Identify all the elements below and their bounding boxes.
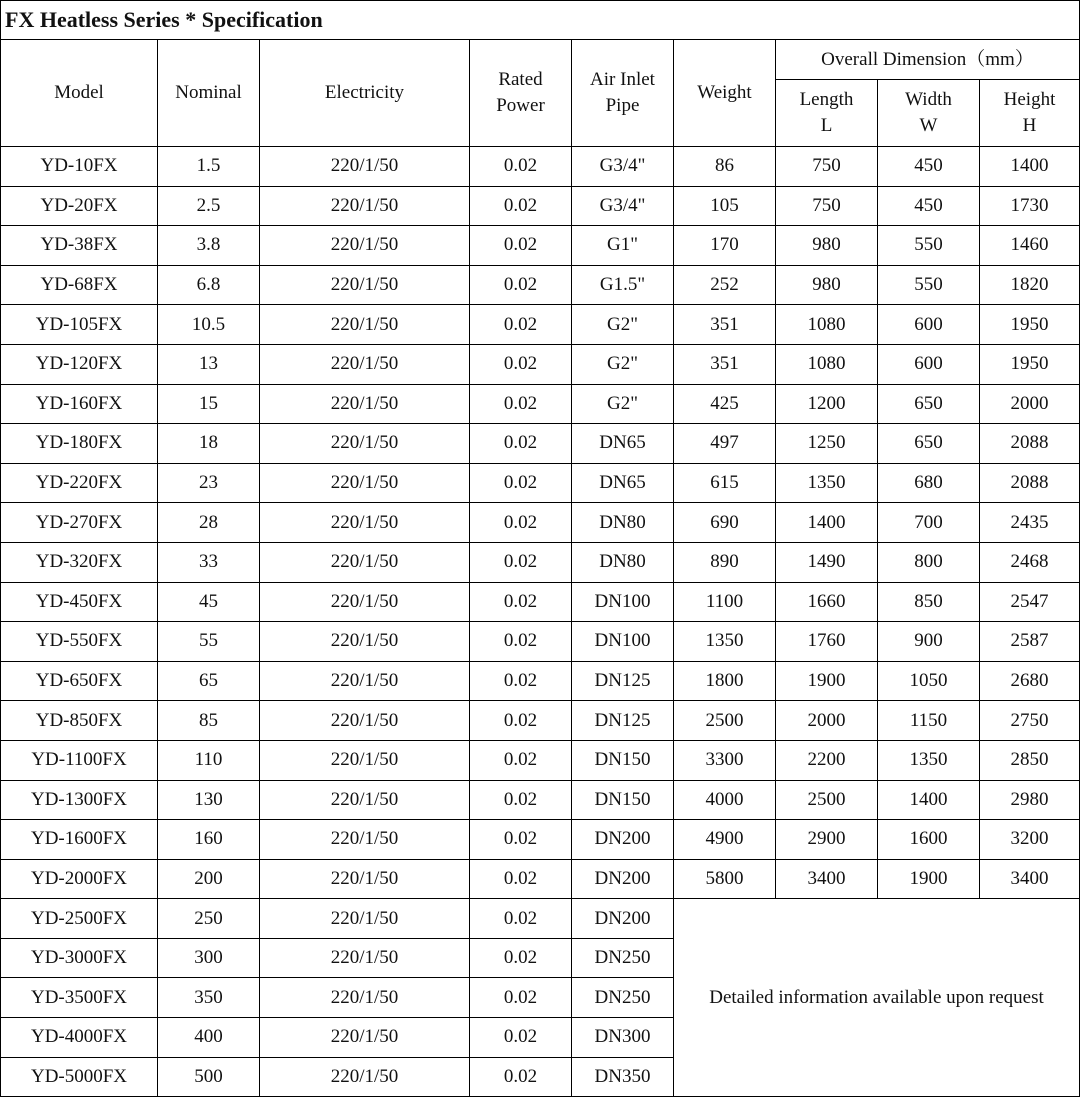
table-body (1, 147, 1080, 1097)
cell-power: 0.02 (470, 463, 572, 503)
cell-width: 680 (878, 463, 980, 503)
cell-height: 2435 (980, 503, 1080, 543)
cell-weight: 351 (674, 344, 776, 384)
cell-model: YD-1300FX (1, 780, 158, 820)
table-row (1, 661, 1080, 701)
cell-model: YD-3000FX (1, 938, 158, 978)
header-width: Width W (878, 80, 980, 147)
cell-length: 1900 (776, 661, 878, 701)
cell-model: YD-5000FX (1, 1057, 158, 1097)
cell-model: YD-850FX (1, 701, 158, 741)
cell-width: 600 (878, 305, 980, 345)
cell-weight: 4000 (674, 780, 776, 820)
cell-nominal: 18 (158, 424, 260, 464)
cell-height: 2000 (980, 384, 1080, 424)
cell-model: YD-1600FX (1, 820, 158, 860)
cell-electricity: 220/1/50 (260, 265, 470, 305)
cell-weight: 1100 (674, 582, 776, 622)
cell-pipe: G2" (572, 305, 674, 345)
cell-pipe: DN125 (572, 701, 674, 741)
cell-width: 1150 (878, 701, 980, 741)
cell-model: YD-10FX (1, 147, 158, 187)
header-nominal: Nominal (158, 40, 260, 147)
cell-width: 1600 (878, 820, 980, 860)
table-row (1, 305, 1080, 345)
cell-nominal: 2.5 (158, 186, 260, 226)
cell-height: 1950 (980, 344, 1080, 384)
cell-pipe: DN65 (572, 424, 674, 464)
cell-width: 850 (878, 582, 980, 622)
cell-pipe: DN80 (572, 503, 674, 543)
cell-power: 0.02 (470, 740, 572, 780)
cell-power: 0.02 (470, 542, 572, 582)
cell-length: 2000 (776, 701, 878, 741)
header-electricity: Electricity (260, 40, 470, 147)
table-row (1, 463, 1080, 503)
cell-weight: 105 (674, 186, 776, 226)
table-row (1, 899, 1080, 939)
cell-nominal: 10.5 (158, 305, 260, 345)
cell-pipe: DN250 (572, 978, 674, 1018)
cell-power: 0.02 (470, 147, 572, 187)
cell-height: 2587 (980, 622, 1080, 662)
cell-weight: 2500 (674, 701, 776, 741)
cell-length: 1080 (776, 344, 878, 384)
cell-pipe: DN250 (572, 938, 674, 978)
cell-electricity: 220/1/50 (260, 740, 470, 780)
cell-height: 2750 (980, 701, 1080, 741)
header-weight: Weight (674, 40, 776, 147)
cell-height: 1730 (980, 186, 1080, 226)
cell-model: YD-105FX (1, 305, 158, 345)
cell-weight: 170 (674, 226, 776, 266)
cell-power: 0.02 (470, 1018, 572, 1058)
cell-model: YD-68FX (1, 265, 158, 305)
cell-electricity: 220/1/50 (260, 820, 470, 860)
cell-width: 1350 (878, 740, 980, 780)
cell-width: 800 (878, 542, 980, 582)
cell-power: 0.02 (470, 1057, 572, 1097)
cell-weight: 615 (674, 463, 776, 503)
cell-width: 900 (878, 622, 980, 662)
cell-weight: 252 (674, 265, 776, 305)
table-row (1, 186, 1080, 226)
cell-nominal: 65 (158, 661, 260, 701)
cell-power: 0.02 (470, 265, 572, 305)
cell-model: YD-38FX (1, 226, 158, 266)
cell-electricity: 220/1/50 (260, 424, 470, 464)
cell-power: 0.02 (470, 938, 572, 978)
cell-power: 0.02 (470, 424, 572, 464)
cell-model: YD-550FX (1, 622, 158, 662)
cell-electricity: 220/1/50 (260, 780, 470, 820)
table-row (1, 622, 1080, 662)
cell-nominal: 110 (158, 740, 260, 780)
cell-pipe: DN200 (572, 899, 674, 939)
cell-length: 2900 (776, 820, 878, 860)
cell-electricity: 220/1/50 (260, 1057, 470, 1097)
cell-power: 0.02 (470, 305, 572, 345)
table-row (1, 542, 1080, 582)
cell-pipe: DN200 (572, 859, 674, 899)
cell-electricity: 220/1/50 (260, 344, 470, 384)
cell-electricity: 220/1/50 (260, 384, 470, 424)
cell-length: 980 (776, 226, 878, 266)
cell-electricity: 220/1/50 (260, 938, 470, 978)
request-note: Detailed information available upon request (674, 899, 1080, 1097)
cell-nominal: 250 (158, 899, 260, 939)
cell-length: 1200 (776, 384, 878, 424)
table-row (1, 226, 1080, 266)
cell-pipe: G1.5" (572, 265, 674, 305)
cell-power: 0.02 (470, 384, 572, 424)
cell-weight: 4900 (674, 820, 776, 860)
cell-model: YD-180FX (1, 424, 158, 464)
cell-length: 1250 (776, 424, 878, 464)
cell-length: 2500 (776, 780, 878, 820)
cell-electricity: 220/1/50 (260, 899, 470, 939)
cell-pipe: DN65 (572, 463, 674, 503)
cell-length: 1490 (776, 542, 878, 582)
cell-weight: 5800 (674, 859, 776, 899)
cell-power: 0.02 (470, 820, 572, 860)
cell-height: 1400 (980, 147, 1080, 187)
cell-model: YD-650FX (1, 661, 158, 701)
cell-width: 450 (878, 186, 980, 226)
cell-nominal: 160 (158, 820, 260, 860)
cell-height: 1820 (980, 265, 1080, 305)
cell-width: 700 (878, 503, 980, 543)
cell-power: 0.02 (470, 344, 572, 384)
cell-nominal: 130 (158, 780, 260, 820)
cell-electricity: 220/1/50 (260, 147, 470, 187)
cell-nominal: 13 (158, 344, 260, 384)
cell-model: YD-2500FX (1, 899, 158, 939)
cell-weight: 1350 (674, 622, 776, 662)
cell-pipe: DN80 (572, 542, 674, 582)
table-row (1, 147, 1080, 187)
cell-electricity: 220/1/50 (260, 226, 470, 266)
cell-model: YD-2000FX (1, 859, 158, 899)
cell-power: 0.02 (470, 661, 572, 701)
cell-weight: 890 (674, 542, 776, 582)
cell-pipe: G1" (572, 226, 674, 266)
header-length: Length L (776, 80, 878, 147)
table-row (1, 265, 1080, 305)
cell-weight: 1800 (674, 661, 776, 701)
cell-nominal: 1.5 (158, 147, 260, 187)
cell-model: YD-20FX (1, 186, 158, 226)
cell-width: 650 (878, 424, 980, 464)
cell-height: 1460 (980, 226, 1080, 266)
cell-width: 1900 (878, 859, 980, 899)
table-row (1, 503, 1080, 543)
cell-height: 3200 (980, 820, 1080, 860)
cell-nominal: 85 (158, 701, 260, 741)
cell-model: YD-4000FX (1, 1018, 158, 1058)
cell-pipe: G2" (572, 384, 674, 424)
header-model: Model (1, 40, 158, 147)
cell-nominal: 45 (158, 582, 260, 622)
cell-length: 750 (776, 186, 878, 226)
cell-nominal: 200 (158, 859, 260, 899)
cell-length: 1760 (776, 622, 878, 662)
cell-length: 1400 (776, 503, 878, 543)
cell-model: YD-120FX (1, 344, 158, 384)
cell-nominal: 6.8 (158, 265, 260, 305)
cell-nominal: 28 (158, 503, 260, 543)
cell-height: 2468 (980, 542, 1080, 582)
cell-electricity: 220/1/50 (260, 622, 470, 662)
cell-electricity: 220/1/50 (260, 859, 470, 899)
cell-model: YD-450FX (1, 582, 158, 622)
cell-pipe: G3/4" (572, 147, 674, 187)
cell-width: 550 (878, 226, 980, 266)
cell-length: 3400 (776, 859, 878, 899)
cell-length: 1660 (776, 582, 878, 622)
cell-pipe: G2" (572, 344, 674, 384)
cell-nominal: 55 (158, 622, 260, 662)
cell-weight: 3300 (674, 740, 776, 780)
cell-electricity: 220/1/50 (260, 186, 470, 226)
cell-power: 0.02 (470, 780, 572, 820)
cell-weight: 425 (674, 384, 776, 424)
cell-nominal: 500 (158, 1057, 260, 1097)
cell-model: YD-320FX (1, 542, 158, 582)
cell-nominal: 3.8 (158, 226, 260, 266)
cell-length: 1080 (776, 305, 878, 345)
cell-width: 1400 (878, 780, 980, 820)
cell-nominal: 400 (158, 1018, 260, 1058)
cell-height: 2680 (980, 661, 1080, 701)
cell-model: YD-270FX (1, 503, 158, 543)
cell-width: 650 (878, 384, 980, 424)
cell-power: 0.02 (470, 701, 572, 741)
cell-width: 600 (878, 344, 980, 384)
cell-power: 0.02 (470, 899, 572, 939)
table-row (1, 384, 1080, 424)
cell-power: 0.02 (470, 503, 572, 543)
cell-model: YD-160FX (1, 384, 158, 424)
table-row (1, 740, 1080, 780)
cell-pipe: DN300 (572, 1018, 674, 1058)
table-row (1, 424, 1080, 464)
header-air-inlet-pipe: Air Inlet Pipe (572, 40, 674, 147)
cell-width: 550 (878, 265, 980, 305)
table-row (1, 820, 1080, 860)
cell-pipe: DN200 (572, 820, 674, 860)
table-row (1, 701, 1080, 741)
cell-power: 0.02 (470, 859, 572, 899)
cell-model: YD-1100FX (1, 740, 158, 780)
cell-pipe: DN100 (572, 582, 674, 622)
cell-power: 0.02 (470, 226, 572, 266)
table-row (1, 582, 1080, 622)
table-row (1, 780, 1080, 820)
cell-electricity: 220/1/50 (260, 542, 470, 582)
cell-length: 750 (776, 147, 878, 187)
cell-nominal: 350 (158, 978, 260, 1018)
cell-height: 2850 (980, 740, 1080, 780)
cell-electricity: 220/1/50 (260, 1018, 470, 1058)
cell-length: 2200 (776, 740, 878, 780)
cell-electricity: 220/1/50 (260, 582, 470, 622)
cell-pipe: DN350 (572, 1057, 674, 1097)
cell-model: YD-3500FX (1, 978, 158, 1018)
cell-pipe: DN100 (572, 622, 674, 662)
cell-height: 2547 (980, 582, 1080, 622)
cell-nominal: 23 (158, 463, 260, 503)
cell-length: 980 (776, 265, 878, 305)
cell-nominal: 33 (158, 542, 260, 582)
table-row (1, 859, 1080, 899)
cell-width: 450 (878, 147, 980, 187)
header-overall-dimension: Overall Dimension（mm） (776, 40, 1080, 80)
cell-weight: 690 (674, 503, 776, 543)
table-row (1, 344, 1080, 384)
cell-height: 2088 (980, 424, 1080, 464)
cell-height: 2088 (980, 463, 1080, 503)
cell-electricity: 220/1/50 (260, 701, 470, 741)
cell-pipe: G3/4" (572, 186, 674, 226)
cell-power: 0.02 (470, 186, 572, 226)
cell-electricity: 220/1/50 (260, 463, 470, 503)
cell-weight: 86 (674, 147, 776, 187)
cell-pipe: DN150 (572, 740, 674, 780)
cell-electricity: 220/1/50 (260, 661, 470, 701)
header-height: Height H (980, 80, 1080, 147)
cell-nominal: 15 (158, 384, 260, 424)
cell-pipe: DN125 (572, 661, 674, 701)
cell-weight: 351 (674, 305, 776, 345)
cell-electricity: 220/1/50 (260, 503, 470, 543)
cell-electricity: 220/1/50 (260, 305, 470, 345)
cell-power: 0.02 (470, 582, 572, 622)
cell-length: 1350 (776, 463, 878, 503)
cell-power: 0.02 (470, 978, 572, 1018)
cell-height: 1950 (980, 305, 1080, 345)
cell-width: 1050 (878, 661, 980, 701)
cell-model: YD-220FX (1, 463, 158, 503)
cell-weight: 497 (674, 424, 776, 464)
table-title: FX Heatless Series * Specification (1, 1, 1080, 40)
cell-height: 3400 (980, 859, 1080, 899)
header-rated-power: Rated Power (470, 40, 572, 147)
cell-pipe: DN150 (572, 780, 674, 820)
cell-power: 0.02 (470, 622, 572, 662)
cell-electricity: 220/1/50 (260, 978, 470, 1018)
cell-height: 2980 (980, 780, 1080, 820)
cell-nominal: 300 (158, 938, 260, 978)
